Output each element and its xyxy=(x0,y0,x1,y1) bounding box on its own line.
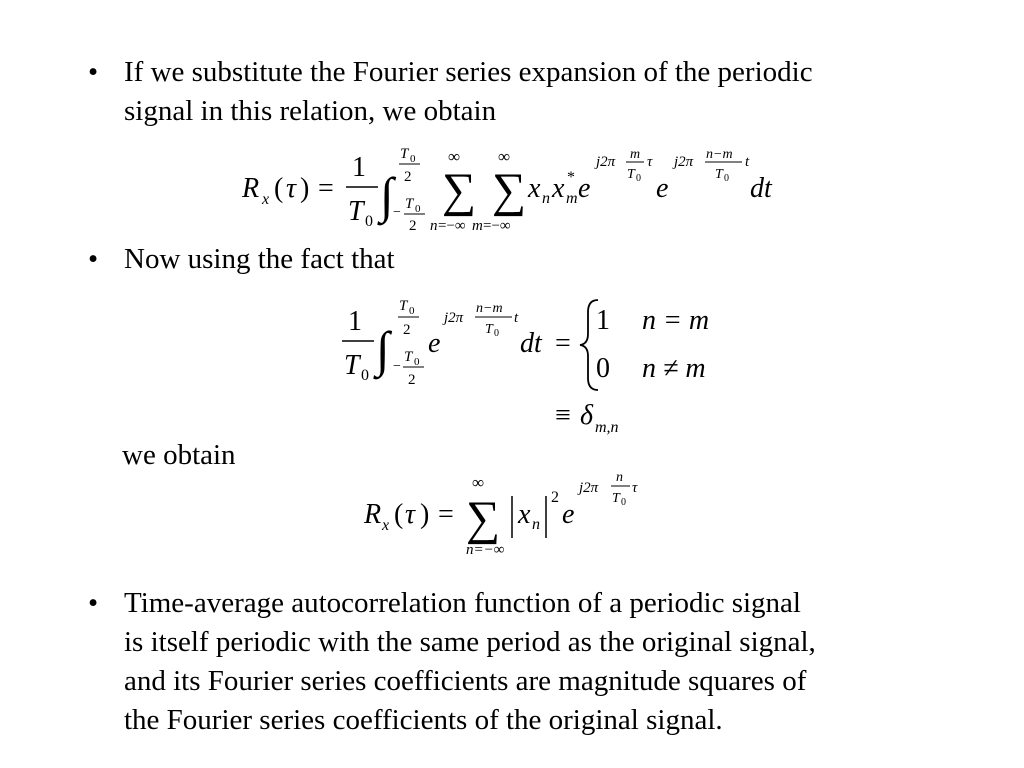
bullet-1-line-1: If we substitute the Fourier series expansion of the periodic xyxy=(124,56,813,88)
eq2-one: 1 xyxy=(348,306,362,337)
eq1-sigma-n-lim-var: n xyxy=(430,218,438,234)
eq1-R: R xyxy=(242,173,260,204)
eq1-sigma-m-upper: ∞ xyxy=(498,147,511,166)
eq1-sigma-m: ∑ xyxy=(492,164,527,217)
eq1-exp1-j2pi: j2π xyxy=(596,154,616,170)
eq2-T-sub: 0 xyxy=(361,367,369,384)
eq1-x-sub: x xyxy=(262,191,270,208)
eq1-sigma-n-lim: =−∞ xyxy=(438,218,466,234)
eq1-xm: x xyxy=(552,173,565,204)
eq1-xm-sub: m xyxy=(566,190,578,207)
eq1-dt: dt xyxy=(750,173,772,204)
eq3-tau: τ xyxy=(405,499,416,530)
bullet-3-line-2: is itself periodic with the same period as the original signal, xyxy=(124,626,816,658)
eq1-exp1-T: T xyxy=(627,167,635,182)
bullet-1-line-2: signal in this relation, we obtain xyxy=(124,95,497,127)
eq3-open-paren: ( xyxy=(394,499,404,530)
bullet-marker-3: • xyxy=(88,587,99,619)
eq3-equals: = xyxy=(438,499,454,530)
eq3-R: R xyxy=(364,499,382,530)
eq1-sigma-m-lim-var: m xyxy=(472,218,483,234)
bullet-marker-1: • xyxy=(88,56,99,88)
eq1-upper-T: T xyxy=(400,146,409,162)
eq1-lower-two: 2 xyxy=(409,218,417,234)
eq3-close-paren: ) xyxy=(420,499,430,530)
eq1-T-sub: 0 xyxy=(365,213,373,230)
bullet-1-text xyxy=(124,53,813,131)
we-obtain-text: we obtain xyxy=(122,439,236,471)
eq1-xn: x xyxy=(528,173,541,204)
equation-autocorrelation-expansion xyxy=(230,140,790,240)
eq2-exp-nm: n−m xyxy=(476,301,503,316)
eq3-x-sub: x xyxy=(382,517,390,534)
eq2-e: e xyxy=(428,328,441,359)
eq2-exp-T: T xyxy=(485,322,493,337)
bullet-3-line-4: the Fourier series coefficients of the original signal. xyxy=(124,704,723,736)
eq2-exp-t: t xyxy=(514,310,519,326)
eq3-sigma-upper: ∞ xyxy=(472,473,485,492)
eq1-sigma-m-lim: =−∞ xyxy=(483,218,511,234)
eq3-x: x xyxy=(518,499,531,530)
eq2-integral: ∫ xyxy=(376,321,390,377)
eq2-upper-two: 2 xyxy=(403,322,411,338)
eq1-integral: ∫ xyxy=(380,167,394,223)
eq1-upper-T-sub: 0 xyxy=(410,153,416,165)
eq2-T: T xyxy=(344,350,360,381)
bullet-2-text xyxy=(124,240,395,279)
equation-orthogonality xyxy=(330,292,750,442)
eq1-exp2-T-sub: 0 xyxy=(724,173,729,184)
eq3-sigma-lower: n=−∞ xyxy=(466,542,505,558)
bullet-marker-2: • xyxy=(88,243,99,275)
eq3-square: 2 xyxy=(551,489,559,506)
eq1-exp2-j2pi: j2π xyxy=(674,154,694,170)
eq3-sigma: ∑ xyxy=(466,492,501,545)
bullet-2-line-1: Now using the fact that xyxy=(124,243,395,275)
eq1-tau: τ xyxy=(286,173,297,204)
eq2-exp-T-sub: 0 xyxy=(494,328,499,339)
eq1-e1: e xyxy=(578,173,591,204)
eq2-equals: = xyxy=(555,328,571,359)
eq1-lower-T-sub: 0 xyxy=(415,203,421,215)
eq2-delta-sub: m,n xyxy=(595,419,619,436)
eq2-delta: δ xyxy=(580,400,594,431)
eq2-case2-condition: n ≠ m xyxy=(642,353,706,384)
eq2-case1-value: 1 xyxy=(596,305,610,336)
eq2-dt: dt xyxy=(520,328,542,359)
eq2-upper-T: T xyxy=(399,298,408,314)
eq3-exp-tau: τ xyxy=(632,480,638,496)
eq3-exp-n: n xyxy=(616,470,623,485)
eq1-exp1-m: m xyxy=(630,147,641,162)
eq1-xn-sub: n xyxy=(542,190,550,207)
eq1-one: 1 xyxy=(352,152,366,183)
eq3-e: e xyxy=(562,499,575,530)
eq3-exp-T: T xyxy=(612,491,620,506)
eq2-upper-T-sub: 0 xyxy=(409,305,415,317)
eq2-exp-j2pi: j2π xyxy=(444,310,464,326)
eq1-T: T xyxy=(348,196,364,227)
eq1-upper-two: 2 xyxy=(404,169,412,185)
eq1-lower-T: T xyxy=(405,196,414,212)
eq3-x-n-sub: n xyxy=(532,516,540,533)
bullet-3-line-1: Time-average autocorrelation function of a periodic signal xyxy=(124,587,801,619)
eq1-open-paren: ( xyxy=(274,173,284,204)
eq1-e2: e xyxy=(656,173,669,204)
eq2-equiv: ≡ xyxy=(555,400,571,431)
eq2-case2-value: 0 xyxy=(596,353,610,384)
eq1-sigma-n: ∑ xyxy=(442,164,477,217)
eq1-close-paren: ) xyxy=(300,173,310,204)
eq2-lower-T: T xyxy=(404,349,413,365)
eq1-lower-minus: − xyxy=(393,205,401,220)
eq3-exp-T-sub: 0 xyxy=(621,497,626,508)
eq1-exp2-nm: n−m xyxy=(706,147,733,162)
eq2-lower-T-sub: 0 xyxy=(414,356,420,368)
eq2-lower-two: 2 xyxy=(408,372,416,388)
eq1-equals: = xyxy=(318,173,334,204)
equation-autocorrelation-result xyxy=(358,468,658,563)
bullet-3-line-3: and its Fourier series coefficients are magnitude squares of xyxy=(124,665,807,697)
eq1-exp1-T-sub: 0 xyxy=(636,173,641,184)
eq1-star: * xyxy=(567,169,575,186)
bullet-3-text xyxy=(124,584,816,740)
eq3-exp-j2pi: j2π xyxy=(579,480,599,496)
eq1-sigma-n-upper: ∞ xyxy=(448,147,461,166)
eq2-case1-condition: n = m xyxy=(642,305,710,336)
eq1-exp2-T: T xyxy=(715,167,723,182)
eq1-exp1-tau: τ xyxy=(647,154,653,170)
eq1-exp2-t: t xyxy=(745,154,750,170)
eq2-lower-minus: − xyxy=(393,359,401,374)
